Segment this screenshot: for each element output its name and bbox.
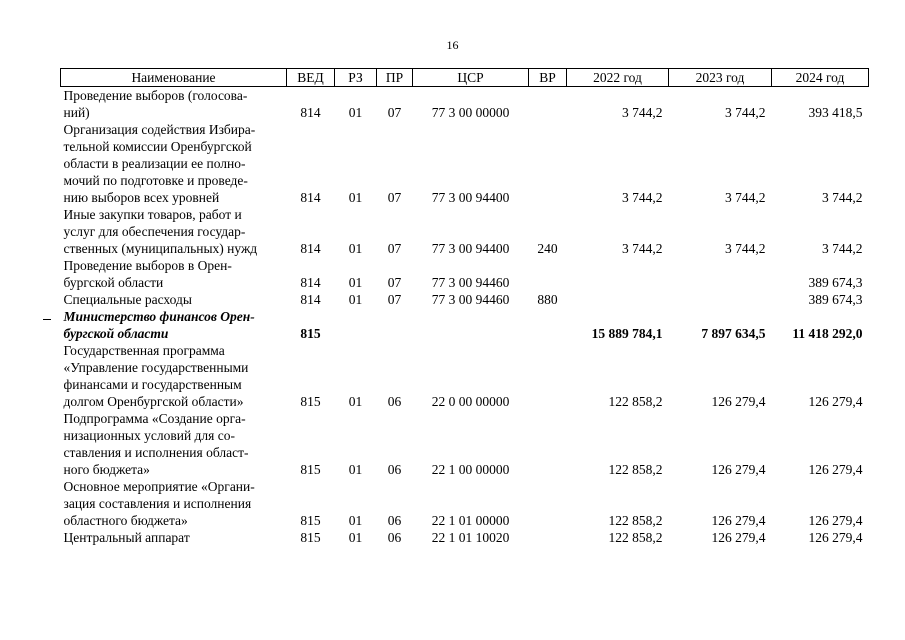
cell-y2023: 3 744,2 [725,105,766,120]
cell-name: Основное мероприятие «Органи- зация составления и исполнения областного бюджета» [63,479,255,528]
cell-name: Иные закупки товаров, работ и услуг для обеспечения государ- ственных (муниципальных) нужд [63,207,258,256]
cell-name: Государственная программа «Управление государственными финансами и государственным долгом Оренбургской области» [63,343,249,409]
table-row [61,291,869,308]
cell-y2022: 122 858,2 [608,513,663,528]
cell-y2024: 126 279,4 [808,530,863,545]
header-pr: ПР [377,69,413,87]
header-2022: 2022 год [567,69,669,87]
cell-csr: 77 3 00 94460 [431,275,510,290]
cell-y2022: 3 744,2 [622,241,663,256]
cell-pr: 06 [387,513,402,528]
cell-y2023: 3 744,2 [725,241,766,256]
cell-vr: 240 [537,241,558,256]
cell-rz: 01 [348,105,363,120]
cell-name: Проведение выборов (голосова- ний) [63,88,248,120]
cell-vr [529,308,567,342]
cell-pr: 07 [387,105,402,120]
cell-csr: 22 1 01 10020 [431,530,510,545]
cell-vr [529,410,567,478]
cell-rz: 01 [348,530,363,545]
table-row [61,308,869,342]
cell-name: Министерство финансов Орен- бургской области [63,309,255,341]
cell-y2024: 393 418,5 [808,105,863,120]
cell-y2023 [669,257,772,291]
cell-ved: 815 [300,394,321,409]
margin-mark [43,319,51,320]
cell-ved: 815 [300,326,321,341]
header-2024: 2024 год [772,69,869,87]
cell-vr: 880 [537,292,558,307]
cell-ved: 815 [300,530,321,545]
cell-csr: 77 3 00 94460 [431,292,510,307]
cell-vr [529,87,567,122]
budget-table [60,68,869,546]
table-row [61,206,869,257]
cell-rz: 01 [348,292,363,307]
cell-name: Проведение выборов в Орен- бургской области [63,258,232,290]
cell-csr: 77 3 00 00000 [431,105,510,120]
cell-pr: 07 [387,190,402,205]
cell-ved: 814 [300,241,321,256]
cell-y2024: 3 744,2 [822,241,863,256]
cell-vr [529,257,567,291]
cell-vr [529,529,567,546]
cell-rz: 01 [348,241,363,256]
table-header-row [61,69,869,87]
cell-csr: 77 3 00 94400 [431,241,510,256]
table-row [61,257,869,291]
cell-y2024: 11 418 292,0 [792,326,863,341]
table-row [61,529,869,546]
cell-name: Подпрограмма «Создание орга- низационных условий для со- ставления и исполнения област- ного бюджета» [63,411,249,477]
cell-ved: 814 [300,275,321,290]
cell-pr: 07 [387,241,402,256]
cell-rz: 01 [348,513,363,528]
cell-ved: 814 [300,190,321,205]
header-ved: ВЕД [287,69,335,87]
cell-y2024: 389 674,3 [808,292,863,307]
cell-rz: 01 [348,190,363,205]
cell-pr: 07 [387,292,402,307]
cell-y2024: 3 744,2 [822,190,863,205]
header-vr: ВР [529,69,567,87]
cell-rz [335,308,377,342]
header-rz: РЗ [335,69,377,87]
cell-y2022: 15 889 784,1 [591,326,663,341]
cell-y2022: 122 858,2 [608,394,663,409]
cell-vr [529,342,567,410]
cell-y2024: 126 279,4 [808,462,863,477]
cell-rz: 01 [348,394,363,409]
cell-ved: 814 [300,292,321,307]
page-number: 16 [446,38,459,52]
cell-y2023: 7 897 634,5 [701,326,766,341]
cell-csr: 22 0 00 00000 [431,394,510,409]
cell-y2022: 3 744,2 [622,190,663,205]
cell-ved: 815 [300,462,321,477]
cell-rz: 01 [348,275,363,290]
table-row [61,87,869,122]
cell-y2023: 126 279,4 [711,513,766,528]
cell-y2022 [567,291,669,308]
cell-name: Центральный аппарат [63,530,190,545]
cell-vr [529,478,567,529]
cell-ved: 814 [300,105,321,120]
cell-rz: 01 [348,462,363,477]
table-row [61,478,869,529]
header-csr: ЦСР [413,69,529,87]
cell-csr [413,308,529,342]
cell-y2022: 3 744,2 [622,105,663,120]
cell-name: Организация содействия Избира- тельной комиссии Оренбургской области в реализации ее полно- мочий по подготовке и проведе- нию выборов всех уровней [63,122,256,205]
cell-y2023: 126 279,4 [711,530,766,545]
cell-csr: 22 1 00 00000 [431,462,510,477]
cell-y2022: 122 858,2 [608,462,663,477]
cell-name: Специальные расходы [63,292,192,307]
cell-pr: 06 [387,394,402,409]
cell-csr: 22 1 01 00000 [431,513,510,528]
cell-pr: 07 [387,275,402,290]
table-row [61,342,869,410]
header-2023: 2023 год [669,69,772,87]
table-row [61,410,869,478]
cell-vr [529,121,567,206]
cell-y2023: 126 279,4 [711,394,766,409]
cell-y2023 [669,291,772,308]
cell-csr: 77 3 00 94400 [431,190,510,205]
cell-pr: 06 [387,462,402,477]
cell-pr [377,308,413,342]
cell-y2024: 126 279,4 [808,394,863,409]
header-name: Наименование [61,69,287,87]
table-row [61,121,869,206]
cell-y2022: 122 858,2 [608,530,663,545]
cell-y2023: 3 744,2 [725,190,766,205]
cell-ved: 815 [300,513,321,528]
cell-y2023: 126 279,4 [711,462,766,477]
cell-y2024: 389 674,3 [808,275,863,290]
cell-y2024: 126 279,4 [808,513,863,528]
cell-y2022 [567,257,669,291]
cell-pr: 06 [387,530,402,545]
